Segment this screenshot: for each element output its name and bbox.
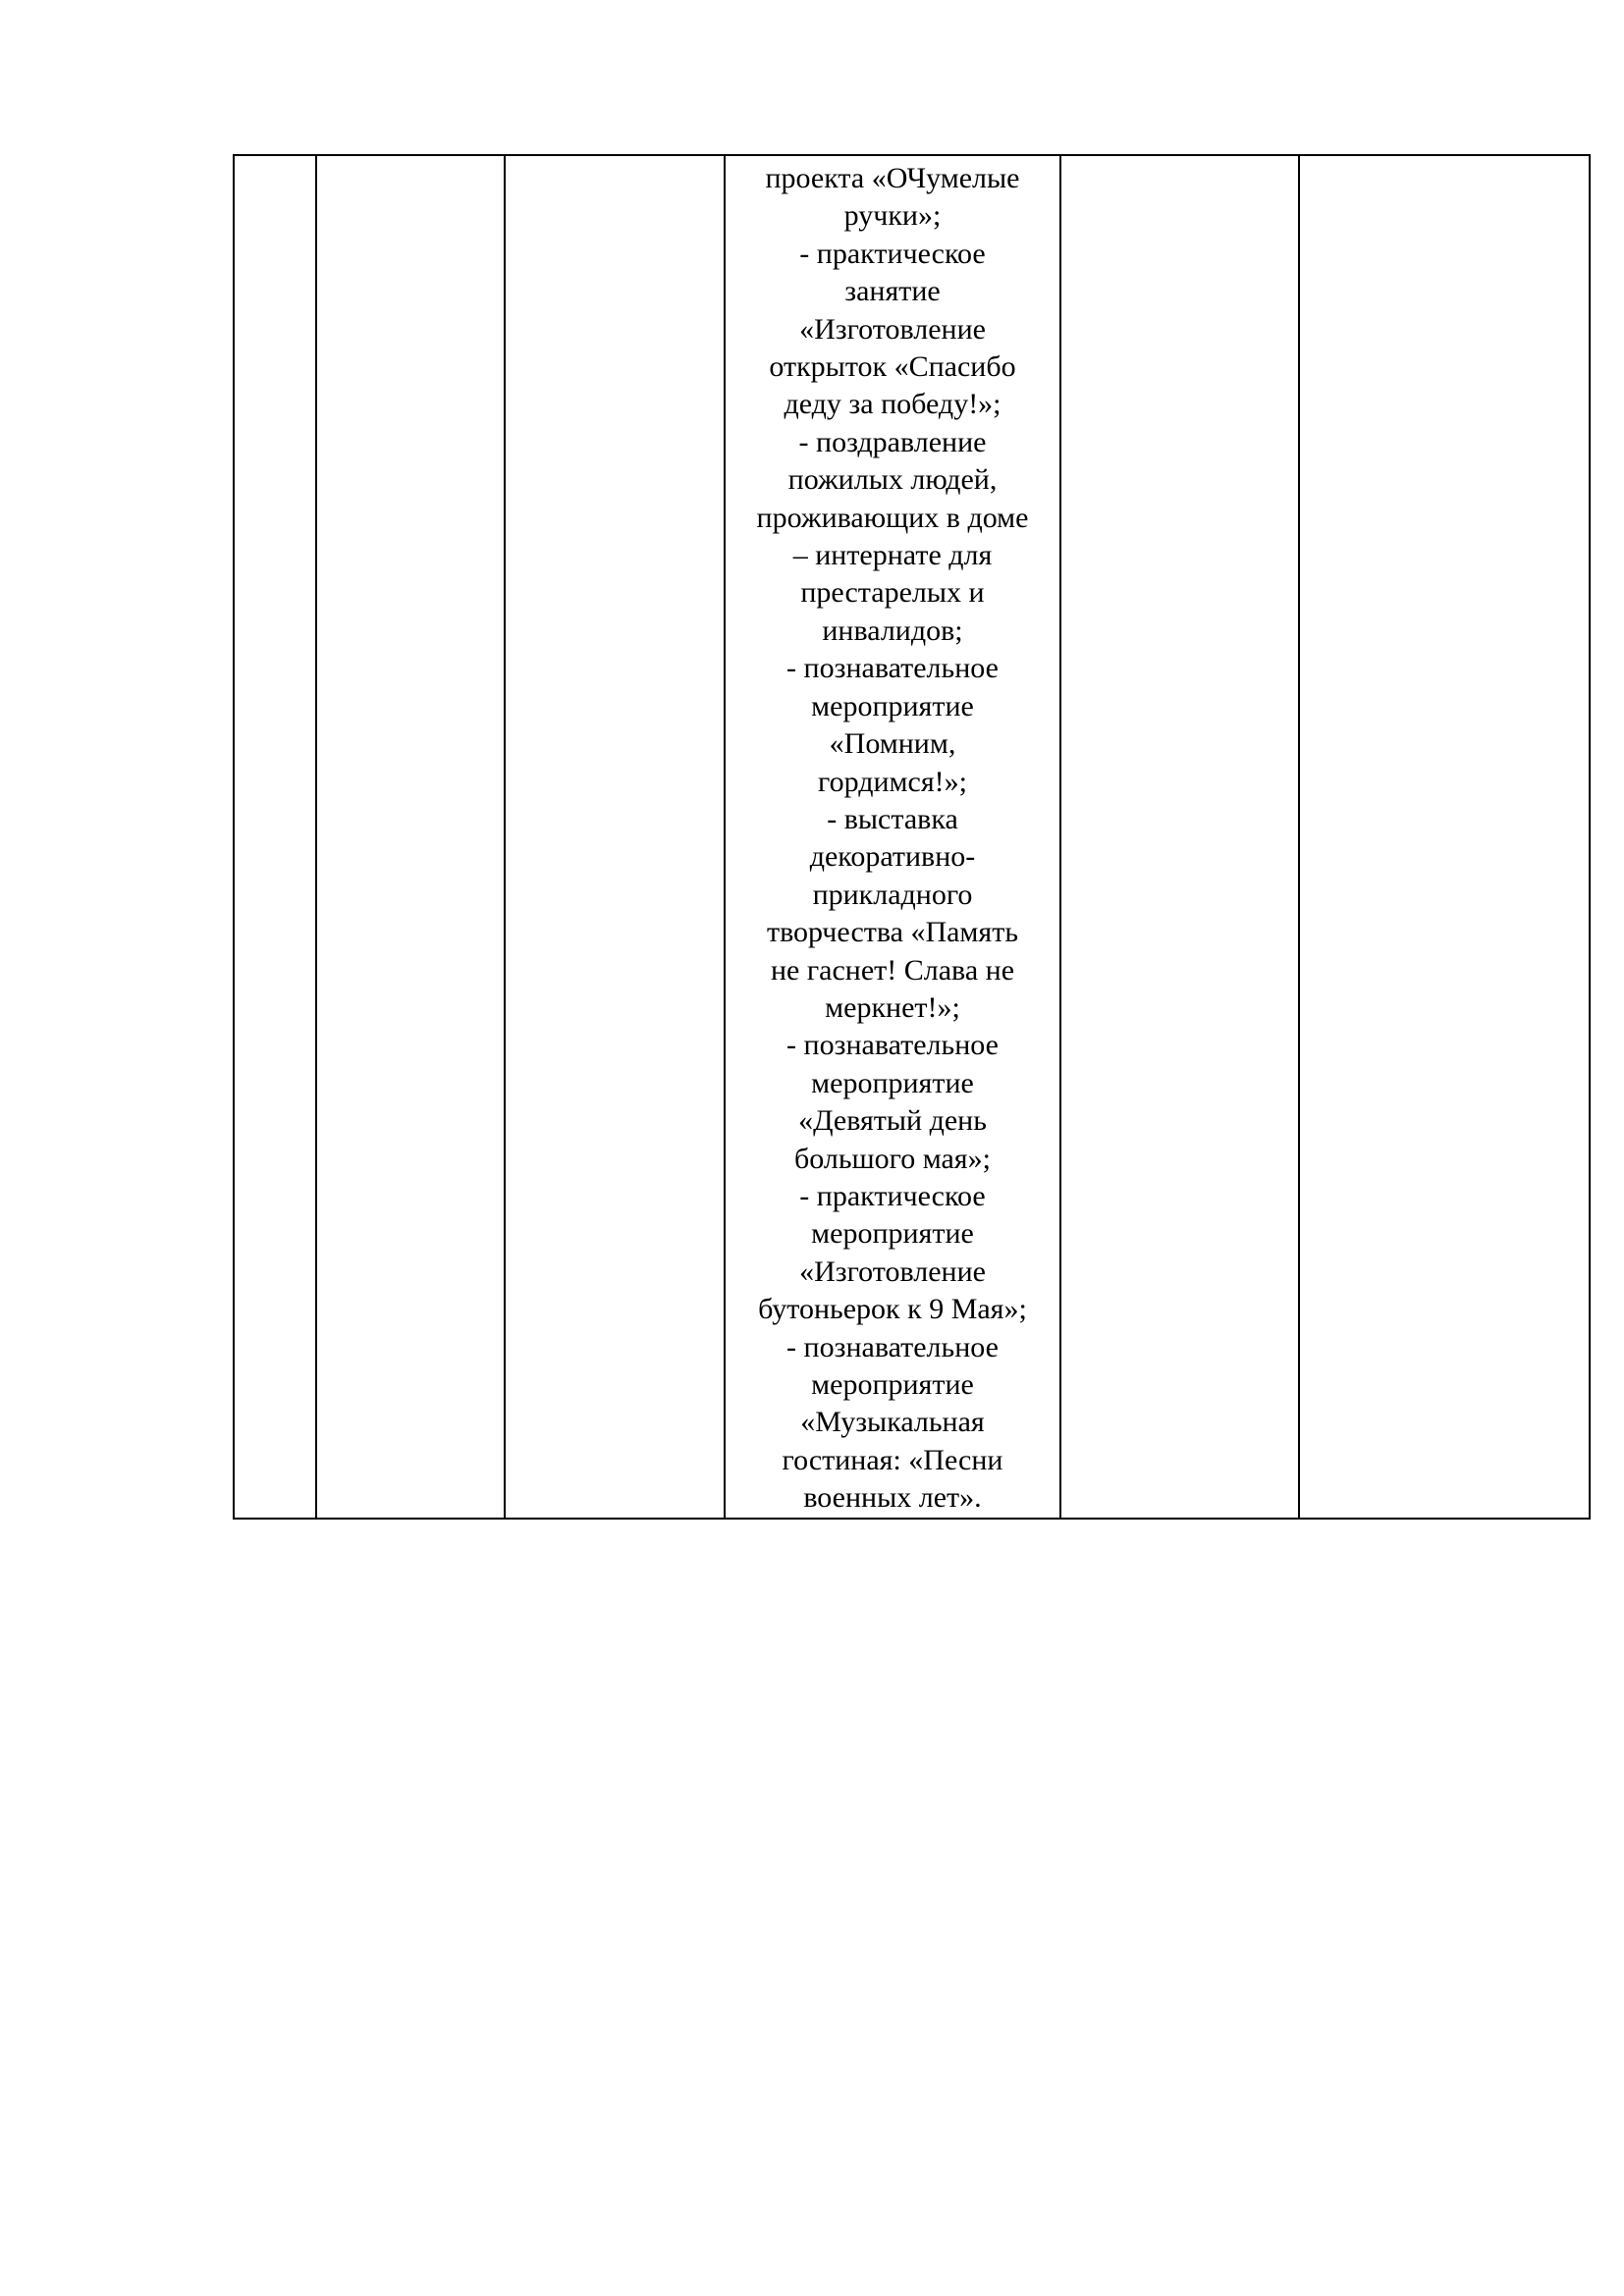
- activity-line: прикладного: [812, 878, 973, 911]
- activity-line: творчества «Память: [766, 916, 1019, 949]
- activity-line: мероприятие: [811, 689, 974, 722]
- activity-line: - практическое: [799, 1179, 986, 1212]
- activity-line: гостиная: «Песни: [782, 1443, 1003, 1476]
- table-cell-6: [1299, 155, 1590, 1519]
- table-cell-number: [234, 155, 316, 1519]
- activity-line: декоративно-: [809, 840, 976, 874]
- activities-text: [726, 156, 1059, 1518]
- activity-line: - познавательное: [786, 1029, 999, 1062]
- activity-line: «Изготовление: [799, 312, 986, 346]
- activity-line: проекта «ОЧумелые: [765, 162, 1020, 194]
- activity-line: «Помним,: [829, 727, 956, 761]
- activity-line: престарелых и: [800, 576, 985, 610]
- activity-line: мероприятие: [811, 1368, 974, 1401]
- activity-line: пожилых людей,: [787, 463, 998, 497]
- table-cell-activities: [725, 155, 1060, 1519]
- activity-line: открыток «Спасибо: [769, 350, 1016, 384]
- activity-line: бутоньерок к 9 Мая»;: [758, 1293, 1027, 1326]
- activity-line: проживающих в доме: [756, 501, 1029, 534]
- table-cell-3: [505, 155, 725, 1519]
- activity-line: - выставка: [827, 802, 958, 835]
- activity-line: - поздравление: [798, 425, 987, 458]
- activity-line: деду за победу!»;: [784, 388, 1001, 421]
- table-row: [234, 155, 1590, 1519]
- activity-line: «Девятый день: [798, 1104, 987, 1138]
- activity-line: ручки»;: [843, 199, 942, 233]
- activity-line: гордимся!»;: [818, 765, 967, 798]
- activity-line: большого мая»;: [794, 1142, 991, 1175]
- activity-line: - познавательное: [786, 1330, 999, 1363]
- events-table: [233, 154, 1591, 1520]
- activity-line: мероприятие: [811, 1066, 974, 1099]
- activity-line: «Изготовление: [799, 1255, 986, 1288]
- table-cell-5: [1060, 155, 1299, 1519]
- activity-line: инвалидов;: [822, 614, 963, 647]
- activity-line: «Музыкальная: [800, 1406, 985, 1439]
- activity-line: - практическое: [799, 237, 986, 270]
- activity-line: мероприятие: [811, 1217, 974, 1251]
- table-cell-2: [316, 155, 505, 1519]
- activity-line: занятие: [844, 275, 941, 308]
- activity-line: военных лет».: [803, 1481, 982, 1515]
- activity-line: не гаснет! Слава не: [770, 953, 1015, 987]
- activity-line: - познавательное: [786, 652, 999, 685]
- activity-line: меркнет!»;: [825, 990, 960, 1024]
- activity-line: – интернате для: [792, 539, 993, 572]
